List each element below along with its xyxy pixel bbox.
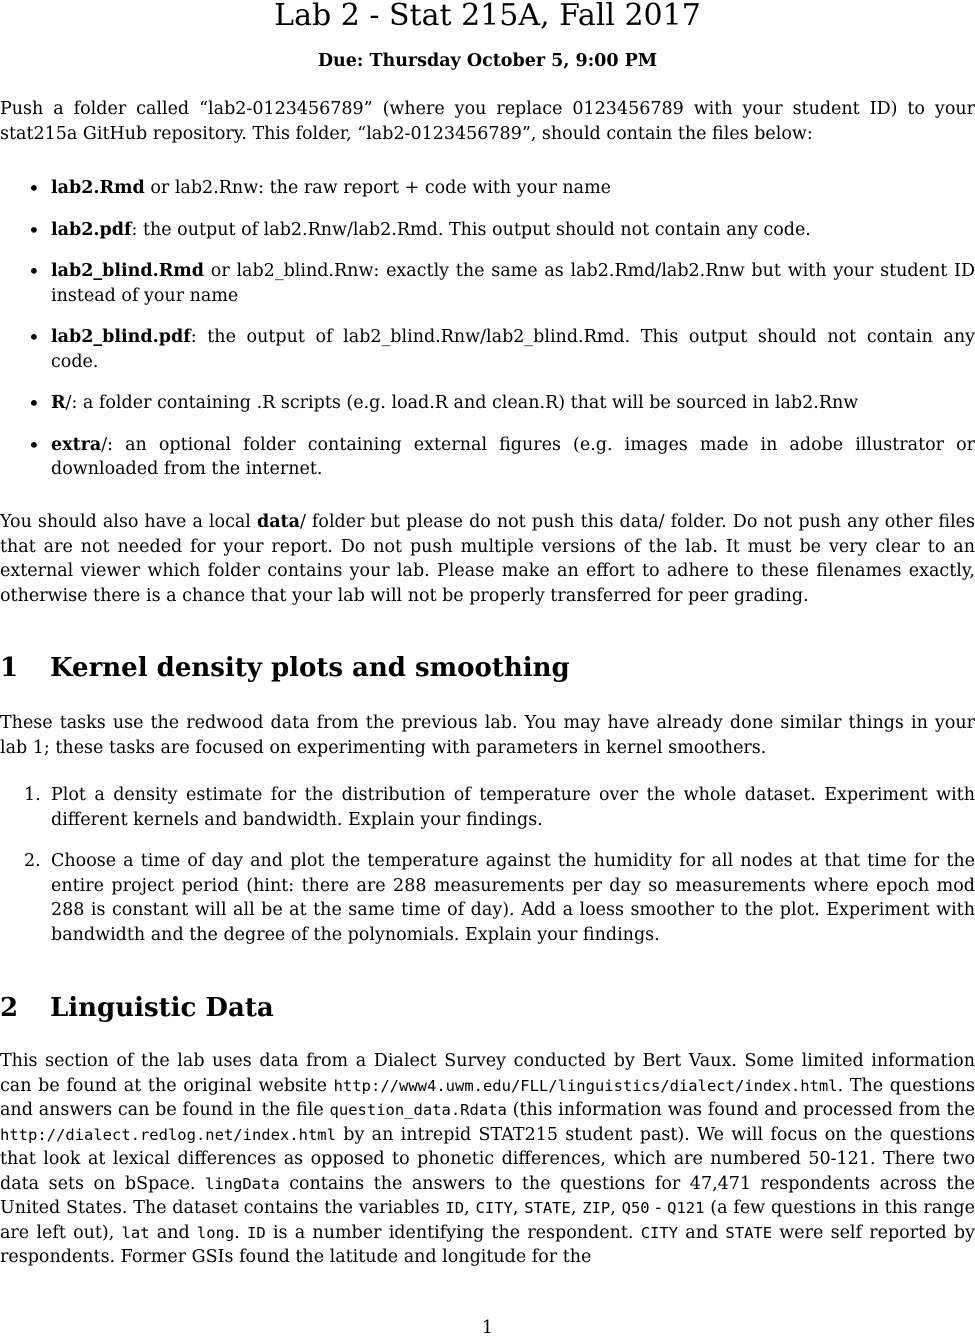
dataset-name: lingData bbox=[205, 1174, 280, 1193]
text-run: , bbox=[610, 1198, 622, 1218]
variable-name: Q50 bbox=[621, 1199, 650, 1217]
text-run: (a few questions in this range are left out), bbox=[0, 1198, 975, 1243]
list-item bbox=[0, 391, 975, 416]
file-name: lab2_blind.pdf bbox=[51, 327, 191, 347]
file-description: or lab2.Rnw: the raw report + code with your name bbox=[144, 178, 612, 198]
website-url: http://dialect.redlog.net/index.html bbox=[0, 1125, 336, 1144]
variable-name: Q121 bbox=[667, 1199, 705, 1217]
variable-name: CITY bbox=[640, 1223, 679, 1242]
text-run: (this information was found and processed from the bbox=[506, 1100, 975, 1120]
file-description: : the output of lab2_blind.Rnw/lab2_blind.Rmd. This output should not contain any code. bbox=[51, 327, 975, 372]
file-name: extra bbox=[51, 434, 102, 455]
text-run: / folder but please do not push this data/ folder. Do not push any other files that are not needed for your report. Do not push multiple versions of the lab. It must be very clear to an external viewer which folder contains your lab. Please make an effort to adhere to these filenames exactly, otherwise there is a chance that your lab will not be properly transferred for peer grading. bbox=[0, 512, 975, 606]
data-folder-name: data bbox=[256, 512, 300, 532]
list-item bbox=[0, 783, 975, 832]
text-run: . bbox=[234, 1222, 248, 1243]
text-run: You should also have a local bbox=[0, 512, 257, 532]
text-run: and bbox=[678, 1222, 726, 1243]
text-run: , bbox=[512, 1198, 525, 1218]
variable-name: long bbox=[196, 1223, 235, 1242]
list-item bbox=[0, 325, 975, 374]
file-name: lab2.Rmd bbox=[51, 178, 145, 198]
text-run: , bbox=[570, 1198, 583, 1218]
text-run: . The questions and answers can be found in the file bbox=[0, 1075, 975, 1120]
text-run: - bbox=[649, 1198, 668, 1218]
section-number: 2 bbox=[0, 993, 19, 1023]
section-number: 1 bbox=[0, 653, 19, 683]
file-name: question_data.Rdata bbox=[329, 1101, 507, 1119]
task-number: 2. bbox=[24, 851, 41, 871]
variable-name: CITY bbox=[475, 1199, 513, 1217]
variable-name: ID bbox=[247, 1223, 266, 1242]
task-number: 1. bbox=[24, 785, 41, 805]
document-title: Lab 2 - Stat 215A, Fall 2017 bbox=[274, 0, 701, 33]
list-item bbox=[0, 433, 975, 482]
text-run: This section of the lab uses data from a Dialect Survey conducted by Bert Vaux. Some limited information can be found at the original website bbox=[0, 1051, 975, 1096]
section-title: Linguistic Data bbox=[50, 993, 274, 1023]
task-text: Choose a time of day and plot the temperature against the humidity for all nodes at that time for the entire project period (hint: there are 288 measurements per day so measurements where epoch mod 288 is constant will all be at the same time of day). Add a loess smoother to the plot. Experiment with bandwidth and the degree of the polynomials. Explain your findings. bbox=[51, 851, 975, 945]
list-item bbox=[0, 849, 975, 947]
due-date: Due: Thursday October 5, 9:00 PM bbox=[317, 51, 658, 71]
file-description: /: a folder containing .R scripts (e.g. load.R and clean.R) that will be sourced in lab2.Rnw bbox=[65, 393, 859, 413]
list-item bbox=[0, 176, 975, 201]
section-1-intro: These tasks use the redwood data from the previous lab. You may have already done similar things in your lab 1; these tasks are focused on experimenting with parameters in kernel smoothers. bbox=[0, 713, 975, 758]
section-2-paragraph bbox=[0, 1049, 975, 1270]
website-url: http://www4.uwm.edu/FLL/linguistics/dialect/index.html bbox=[333, 1076, 838, 1095]
variable-name: ID bbox=[445, 1199, 465, 1217]
text-run: is a number identifying the respondent. bbox=[265, 1222, 641, 1243]
text-run: and bbox=[149, 1222, 197, 1243]
text-run: , bbox=[464, 1198, 476, 1218]
file-name: lab2_blind.Rmd bbox=[51, 261, 205, 281]
page-number: 1 bbox=[481, 1318, 494, 1338]
list-item bbox=[0, 218, 975, 243]
text-run: were self reported by respondents. Former GSIs found the latitude and longitude for the bbox=[0, 1222, 975, 1267]
file-description: /: an optional folder containing external figures (e.g. images made in adobe illustrator or downloaded from the internet. bbox=[51, 434, 975, 479]
section-1-heading bbox=[0, 653, 570, 683]
text-run: by an intrepid STAT215 student past). We will focus on the questions that look at lexical differences as opposed to phonetic differences, which are numbered 50-121. There two data sets on bSpace. bbox=[0, 1124, 975, 1194]
variable-name: lat bbox=[121, 1223, 150, 1242]
intro-paragraph: Push a folder called “lab2-0123456789” (where you replace 0123456789 with your student ID) to your stat215a GitHub repository. This folder, “lab2-0123456789”, should contain the files below: bbox=[0, 99, 975, 144]
file-description: : the output of lab2.Rnw/lab2.Rmd. This output should not contain any code. bbox=[131, 219, 811, 240]
local-data-paragraph bbox=[0, 510, 975, 608]
section-title: Kernel density plots and smoothing bbox=[50, 653, 570, 683]
variable-name: STATE bbox=[524, 1199, 571, 1217]
list-item bbox=[0, 259, 975, 308]
task-text: Plot a density estimate for the distribution of temperature over the whole dataset. Experiment with different kernels and bandwidth. Explain your findings. bbox=[51, 785, 975, 830]
variable-name: STATE bbox=[725, 1223, 773, 1242]
text-run: contains the answers to the questions for 47,471 respondents across the United States. The dataset contains the variables bbox=[0, 1173, 975, 1218]
file-name: R bbox=[51, 393, 66, 413]
section-2-heading bbox=[0, 993, 274, 1023]
file-name: lab2.pdf bbox=[51, 219, 132, 240]
task-list bbox=[0, 783, 975, 947]
file-list bbox=[0, 176, 975, 482]
variable-name: ZIP bbox=[582, 1199, 611, 1217]
file-description: or lab2_blind.Rnw: exactly the same as lab2.Rmd/lab2.Rnw but with your student ID instead of your name bbox=[51, 261, 975, 306]
